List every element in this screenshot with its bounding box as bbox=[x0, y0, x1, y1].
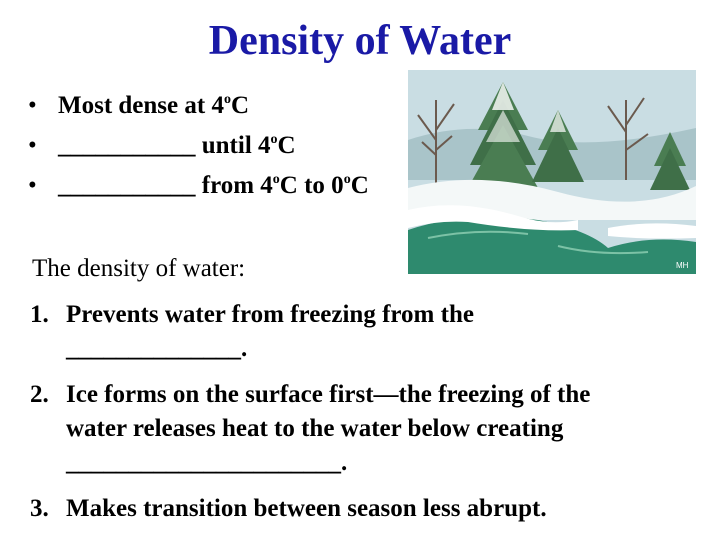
bullet-marker: • bbox=[28, 172, 37, 199]
bullet-list bbox=[28, 86, 369, 206]
degree-sup: o bbox=[343, 172, 351, 187]
winter-landscape-image bbox=[408, 70, 696, 274]
bullet-text: C bbox=[277, 132, 296, 159]
bullet-item bbox=[28, 86, 369, 126]
bullet-text: C bbox=[350, 172, 369, 199]
item-line: ______________________. bbox=[66, 449, 348, 476]
item-line: water releases heat to the water below creating bbox=[66, 415, 564, 442]
bullet-item bbox=[28, 166, 369, 206]
image-credit: MH bbox=[676, 261, 689, 270]
item-number: 3. bbox=[30, 495, 49, 522]
item-number: 1. bbox=[30, 301, 49, 328]
bullet-text: C bbox=[230, 92, 250, 119]
bullet-marker: • bbox=[28, 132, 37, 159]
bullet-text: C to 0 bbox=[279, 172, 344, 199]
degree-sup: o bbox=[270, 132, 278, 147]
numbered-item bbox=[30, 298, 710, 366]
bullet-text: ___________ until 4 bbox=[58, 132, 271, 159]
item-line: Ice forms on the surface first—the freezing of the bbox=[66, 381, 591, 408]
slide-title: Density of Water bbox=[208, 18, 512, 64]
degree-sup: o bbox=[272, 172, 280, 187]
item-text bbox=[66, 378, 710, 480]
bullet-item bbox=[28, 126, 369, 166]
bullet-text: Most dense at 4 bbox=[58, 92, 224, 119]
bullet-marker: • bbox=[28, 92, 37, 119]
intro-text: The density of water: bbox=[32, 255, 246, 282]
numbered-item bbox=[30, 378, 710, 480]
item-text bbox=[66, 492, 710, 526]
degree-sup: o bbox=[223, 92, 231, 107]
item-line: Makes transition between season less abrupt. bbox=[66, 495, 547, 522]
item-text bbox=[66, 298, 710, 366]
item-line: ______________. bbox=[66, 335, 248, 362]
numbered-item bbox=[30, 492, 710, 526]
bullet-text: ___________ from 4 bbox=[58, 172, 273, 199]
item-line: Prevents water from freezing from the bbox=[66, 301, 474, 328]
item-number: 2. bbox=[30, 381, 49, 408]
numbered-list bbox=[30, 298, 710, 538]
